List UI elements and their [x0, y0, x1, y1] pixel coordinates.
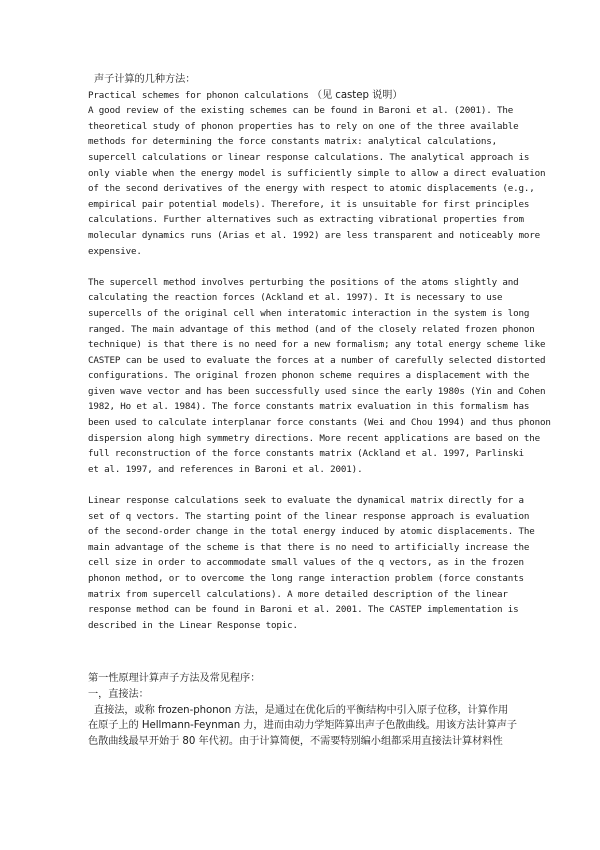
heading-english-line: [88, 88, 516, 104]
text-line: ranged. The main advantage of this method (and of the closely related frozen phonon: [88, 323, 535, 335]
document-page: [88, 72, 551, 749]
subsection-heading-chinese: 一，直接法：: [88, 688, 149, 700]
paragraph-supercell: [88, 275, 551, 478]
text-line: described in the Linear Response topic.: [88, 619, 298, 631]
text-line: molecular dynamics runs (Arias et al. 1992) are less transparent and noticeably more: [88, 229, 541, 241]
text-line: technique) is that there is no need for a new formalism; any total energy scheme like: [88, 339, 546, 351]
text-line: been used to calculate interplanar force constants (Wei and Chou 1994) and thus phonon: [88, 417, 551, 429]
text-line: supercell calculations or linear response calculations. The analytical approach is: [88, 151, 530, 163]
text-line: cell size in order to accommodate small values of the q vectors, as in the frozen: [88, 557, 524, 569]
text-line: CASTEP can be used to evaluate the forces at a number of carefully selected distorted: [88, 354, 546, 366]
paragraph-linear-response: [88, 493, 535, 633]
section-heading-chinese: 第一性原理计算声子方法及常见程序：: [88, 673, 261, 685]
text-line: supercells of the original cell when interatomic interaction in the system is long: [88, 307, 530, 319]
text-line: empirical pair potential models). Therefore, it is unsuitable for first principles: [88, 198, 530, 210]
text-line: expensive.: [88, 245, 142, 257]
text-line: methods for determining the force constants matrix: analytical calculations,: [88, 136, 497, 148]
text-line: et al. 1997, and references in Baroni et al. 2001).: [88, 463, 363, 475]
text-line: full reconstruction of the force constants matrix (Ackland et al. 1997, Parlinski: [88, 448, 524, 460]
text-line: theoretical study of phonon properties has to rely on one of the three available: [88, 120, 519, 132]
text-line: 直接法，或称 frozen-phonon 方法，是通过在优化后的平衡结构中引入原子位移，计算作用: [94, 704, 509, 716]
text-line: calculations. Further alternatives such as extracting vibrational properties from: [88, 214, 524, 226]
text-line: given wave vector and has been successfully used since the early 1980s (Yin and Cohen: [88, 385, 546, 397]
text-line: dispersion along high symmetry directions. More recent applications are based on the: [88, 432, 541, 444]
heading-chinese: 声子计算的几种方法：: [94, 74, 196, 85]
paragraph-direct-method: [88, 703, 516, 750]
text-line: The supercell method involves perturbing the positions of the atoms slightly and: [88, 276, 519, 288]
text-line: main advantage of the scheme is that there is no need to artificially increase the: [88, 541, 530, 553]
text-line: of the second derivatives of the energy with respect to atomic displacements (e.g.,: [88, 183, 535, 195]
text-line: calculating the reaction forces (Ackland et al. 1997). It is necessary to use: [88, 292, 503, 304]
text-line: response method can be found in Baroni et al. 2001. The CASTEP implementation is: [88, 604, 519, 616]
text-line: of the second-order change in the total energy induced by atomic displacements. The: [88, 526, 535, 538]
text-line: matrix from supercell calculations). A more detailed description of the linear: [88, 588, 508, 600]
text-line: phonon method, or to overcome the long range interaction problem (force constants: [88, 573, 524, 584]
text-line: only viable when the energy model is sufficiently simple to allow a direct evaluation: [88, 167, 546, 179]
heading-english: Practical schemes for phonon calculations: [88, 89, 309, 101]
text-line: configurations. The original frozen phonon scheme requires a displacement with the: [88, 370, 530, 382]
text-line: 在原子上的 Hellmann-Feynman 力，进而由动力学矩阵算出声子色散曲线。用该方法计算声子: [88, 720, 517, 732]
heading-note: （见 castep 说明）: [311, 89, 403, 101]
text-line: 色散曲线最早开始于 80 年代初。由于计算简便，不需要特别编小组都采用直接法计算材料性: [88, 735, 503, 747]
text-line: set of q vectors. The starting point of the linear response approach is evaluation: [88, 510, 530, 522]
text-line: A good review of the existing schemes can be found in Baroni et al. (2001). The: [88, 105, 514, 117]
text-line: 1982, Ho et al. 1984). The force constants matrix evaluation in this formalism has: [88, 401, 530, 413]
paragraph-review: [88, 103, 546, 259]
text-line: Linear response calculations seek to evaluate the dynamical matrix directly for a: [88, 495, 524, 507]
